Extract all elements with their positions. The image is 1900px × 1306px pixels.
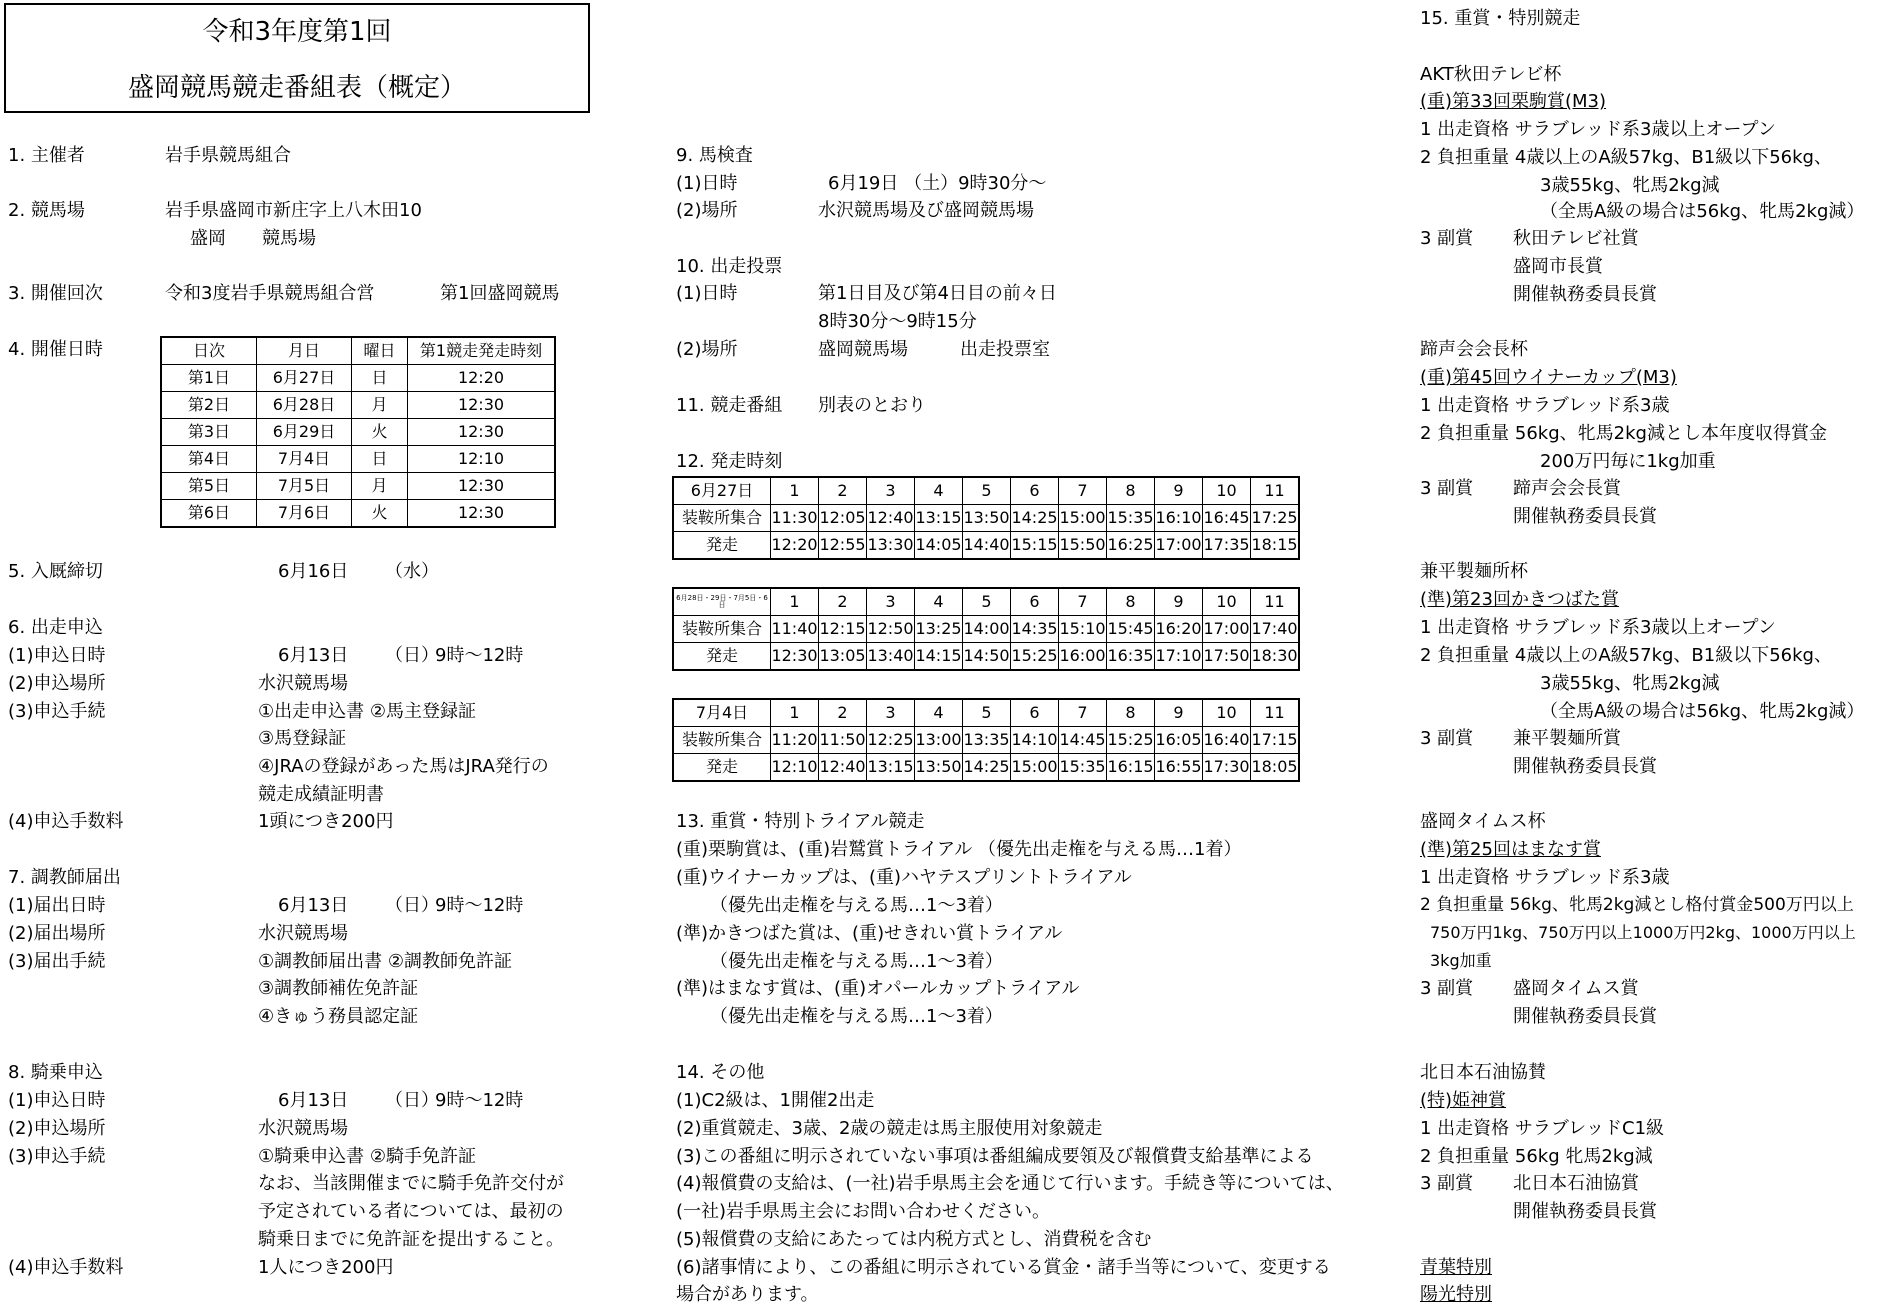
r1-prize-label: 3 副賞 (1420, 228, 1474, 249)
r1-prize3: 盛岡市長賞 (1513, 256, 1603, 277)
s10-r1-value2: 8時30分～9時15分 (818, 311, 977, 332)
race-no: 3 (867, 699, 915, 727)
cell: 日 (352, 365, 408, 392)
cell: 16:55 (1155, 754, 1203, 782)
cell: 7月5日 (257, 473, 352, 500)
cell-day: 6月28日・29日・7月5日・6日 (673, 588, 771, 616)
cell: 14:25 (963, 754, 1011, 782)
s6-r1-date: 6月13日 (278, 645, 349, 666)
cell: 12:30 (408, 419, 556, 446)
cell: 12:40 (819, 754, 867, 782)
cell: 6月29日 (257, 419, 352, 446)
cell: 12:20 (408, 365, 556, 392)
cell: 日 (352, 446, 408, 473)
cell: 14:15 (915, 643, 963, 671)
race-no: 7 (1059, 477, 1107, 505)
r2-weight1: 2 負担重量 56kg、牝馬2kg減とし本年度収得賞金 (1420, 423, 1827, 444)
s9-r2-value: 水沢競馬場及び盛岡競馬場 (818, 200, 1034, 221)
th-dow: 曜日 (352, 337, 408, 365)
r1-prize4: 開催執務委員長賞 (1513, 284, 1657, 305)
cell: 7月4日 (257, 446, 352, 473)
race-no: 7 (1059, 699, 1107, 727)
r4-prize-label: 3 副賞 (1420, 978, 1474, 999)
s8-r3-d: 騎乗日までに免許証を提出すること。 (258, 1229, 564, 1250)
s9-r2-label: (2)場所 (676, 200, 738, 221)
s3-value: 令和3度岩手県競馬組合営 (165, 283, 375, 304)
race-no: 6 (1011, 477, 1059, 505)
s14-l5: (一社)岩手県馬主会にお問い合わせください。 (676, 1201, 1051, 1222)
cell: 7月6日 (257, 500, 352, 528)
cell: 15:35 (1059, 754, 1107, 782)
s13-l7: （優先出走権を与える馬…1～3着） (710, 1006, 1003, 1027)
cell: 6月28日 (257, 392, 352, 419)
cell: 13:15 (867, 754, 915, 782)
s6-r3-b: ③馬登録証 (258, 728, 347, 749)
cell: 15:10 (1059, 616, 1107, 643)
cell: 16:10 (1155, 505, 1203, 532)
s6-r4-label: (4)申込手数料 (8, 811, 124, 832)
race-no: 2 (819, 699, 867, 727)
s3-label: 3. 開催回次 (8, 283, 103, 304)
race-no: 10 (1203, 477, 1251, 505)
s8-label: 8. 騎乗申込 (8, 1062, 103, 1083)
cell: 6月27日 (257, 365, 352, 392)
cell: 16:15 (1107, 754, 1155, 782)
cell: 13:50 (963, 505, 1011, 532)
table-row (161, 392, 555, 419)
s10-r1-value: 第1日目及び第4日目の前々日 (818, 283, 1057, 304)
s6-r1-dow: （日） (385, 645, 439, 666)
cell: 15:50 (1059, 532, 1107, 560)
r1-name: (重)第33回栗駒賞(M3) (1420, 91, 1606, 112)
r4-weight1: 2 負担重量 56kg、牝馬2kg減とし格付賞金500万円以上 (1420, 895, 1854, 915)
cell: 14:45 (1059, 727, 1107, 754)
s14-l2: (2)重賞競走、3歳、2歳の競走は馬主服使用対象競走 (676, 1118, 1103, 1139)
cell: 16:00 (1059, 643, 1107, 671)
r4-name: (準)第25回はまなす賞 (1420, 839, 1601, 860)
cell: 18:30 (1251, 643, 1300, 671)
cell: 14:05 (915, 532, 963, 560)
s10-label: 10. 出走投票 (676, 256, 783, 277)
cell: 17:40 (1251, 616, 1300, 643)
row-label-start: 発走 (673, 532, 771, 560)
s14-l6: (5)報償費の支給にあたっては内税方式とし、消費税を含む (676, 1229, 1152, 1250)
cell: 17:25 (1251, 505, 1300, 532)
s6-label: 6. 出走申込 (8, 617, 103, 638)
cell: 17:10 (1155, 643, 1203, 671)
race-no: 8 (1107, 477, 1155, 505)
cell: 第3日 (161, 419, 257, 446)
r4-prize3: 開催執務委員長賞 (1513, 1006, 1657, 1027)
row-label-gather: 装鞍所集合 (673, 727, 771, 754)
r5-prize2: 北日本石油協賞 (1513, 1173, 1639, 1194)
r4-sponsor: 盛岡タイムス杯 (1420, 811, 1546, 832)
row-label-start: 発走 (673, 754, 771, 782)
s8-r1-label: (1)申込日時 (8, 1090, 106, 1111)
s8-r1-dow: （日） (385, 1090, 439, 1111)
race-no: 1 (771, 588, 819, 616)
cell: 16:25 (1107, 532, 1155, 560)
doc-title-line2: 盛岡競馬競走番組表（概定） (127, 73, 466, 103)
table-row (161, 473, 555, 500)
r5-sponsor: 北日本石油協賛 (1420, 1062, 1546, 1083)
r5-name: (特)姫神賞 (1420, 1090, 1507, 1111)
s8-r1-date: 6月13日 (278, 1090, 349, 1111)
s7-r2-value: 水沢競馬場 (258, 923, 348, 944)
r4-weight3: 3kg加重 (1430, 951, 1492, 970)
cell: 15:25 (1107, 727, 1155, 754)
race-no: 11 (1251, 699, 1300, 727)
cell: 16:45 (1203, 505, 1251, 532)
cell: 13:40 (867, 643, 915, 671)
r4-weight2: 750万円1kg、750万円以上1000万円2kg、1000万円以上 (1430, 923, 1856, 942)
special-race-aoba: 青葉特別 (1420, 1257, 1492, 1278)
cell: 17:15 (1251, 727, 1300, 754)
cell: 11:20 (771, 727, 819, 754)
s13-l6: (準)はまなす賞は、(重)オパールカップトライアル (676, 978, 1080, 999)
r3-name: (準)第23回かきつばた賞 (1420, 589, 1619, 610)
cell: 17:35 (1203, 532, 1251, 560)
start-time-table-0704 (672, 698, 1300, 782)
race-no: 10 (1203, 699, 1251, 727)
cell-day: 6月27日 (673, 477, 771, 505)
s14-l3: (3)この番組に明示されていない事項は番組編成要領及び報償費支給基準による (676, 1146, 1314, 1167)
cell: 12:10 (408, 446, 556, 473)
s6-r1-time: 9時～12時 (435, 645, 524, 666)
cell: 18:15 (1251, 532, 1300, 560)
cell: 第4日 (161, 446, 257, 473)
cell: 14:35 (1011, 616, 1059, 643)
s1-label: 1. 主催者 (8, 145, 85, 166)
s8-r2-label: (2)申込場所 (8, 1118, 106, 1139)
th-time: 第1競走発走時刻 (408, 337, 556, 365)
cell: 17:50 (1203, 643, 1251, 671)
race-no: 6 (1011, 699, 1059, 727)
race-no: 10 (1203, 588, 1251, 616)
cell: 12:30 (771, 643, 819, 671)
cell: 18:05 (1251, 754, 1300, 782)
r3-weight3: （全馬A級の場合は56kg、牝馬2kg減） (1540, 701, 1865, 722)
r2-sponsor: 蹄声会会長杯 (1420, 339, 1528, 360)
r4-qualification: 1 出走資格 サラブレッド系3歳 (1420, 867, 1670, 888)
cell: 13:30 (867, 532, 915, 560)
start-time-table-0627 (672, 476, 1300, 560)
race-no: 8 (1107, 699, 1155, 727)
race-no: 4 (915, 588, 963, 616)
cell: 13:25 (915, 616, 963, 643)
race-no: 8 (1107, 588, 1155, 616)
r5-weight1: 2 負担重量 56kg 牝馬2kg減 (1420, 1146, 1653, 1167)
r2-prize-label: 3 副賞 (1420, 478, 1474, 499)
s7-r1-label: (1)届出日時 (8, 895, 106, 916)
cell: 12:15 (819, 616, 867, 643)
doc-title-line1: 令和3年度第1回 (202, 17, 392, 47)
race-no: 11 (1251, 477, 1300, 505)
r2-prize2: 蹄声会会長賞 (1513, 478, 1621, 499)
race-no: 4 (915, 477, 963, 505)
cell: 16:05 (1155, 727, 1203, 754)
cell: 13:00 (915, 727, 963, 754)
th-day: 日次 (161, 337, 257, 365)
s11-label: 11. 競走番組 (676, 395, 783, 416)
s14-l8: 場合があります。 (676, 1284, 819, 1305)
cell: 12:50 (867, 616, 915, 643)
cell: 月 (352, 473, 408, 500)
race-no: 7 (1059, 588, 1107, 616)
s3-value2: 第1回盛岡競馬 (440, 283, 560, 304)
s6-r4-value: 1頭につき200円 (258, 811, 394, 832)
race-no: 1 (771, 699, 819, 727)
cell: 11:40 (771, 616, 819, 643)
s8-r2-value: 水沢競馬場 (258, 1118, 348, 1139)
s11-value: 別表のとおり (818, 395, 926, 416)
s10-r1-label: (1)日時 (676, 283, 738, 304)
r5-prize3: 開催執務委員長賞 (1513, 1201, 1657, 1222)
s13-l3: （優先出走権を与える馬…1～3着） (710, 895, 1003, 916)
row-label-gather: 装鞍所集合 (673, 505, 771, 532)
s5-dow: （水） (385, 561, 439, 582)
s9-r1-label: (1)日時 (676, 173, 738, 194)
race-no: 9 (1155, 699, 1203, 727)
r4-prize2: 盛岡タイムス賞 (1513, 978, 1639, 999)
s5-label: 5. 入厩締切 (8, 561, 103, 582)
cell-day: 7月4日 (673, 699, 771, 727)
cell: 15:00 (1011, 754, 1059, 782)
race-no: 1 (771, 477, 819, 505)
cell: 第1日 (161, 365, 257, 392)
s13-l5: （優先出走権を与える馬…1～3着） (710, 951, 1003, 972)
cell: 第5日 (161, 473, 257, 500)
s8-r3-label: (3)申込手続 (8, 1146, 106, 1167)
special-race-yoko: 陽光特別 (1420, 1284, 1492, 1305)
cell: 11:30 (771, 505, 819, 532)
s7-r3-b: ③調教師補佐免許証 (258, 978, 419, 999)
cell: 火 (352, 500, 408, 528)
cell: 15:35 (1107, 505, 1155, 532)
s6-r1-label: (1)申込日時 (8, 645, 106, 666)
r2-weight2: 200万円毎に1kg加重 (1540, 451, 1716, 472)
cell: 14:50 (963, 643, 1011, 671)
cell: 15:15 (1011, 532, 1059, 560)
table-row (161, 500, 555, 528)
s2-value1: 岩手県盛岡市新庄字上八木田10 (165, 200, 422, 221)
s10-r2-value2: 出走投票室 (960, 339, 1050, 360)
race-no: 3 (867, 477, 915, 505)
schedule-table (160, 336, 556, 528)
r1-weight3: （全馬A級の場合は56kg、牝馬2kg減） (1540, 201, 1865, 222)
s14-l7: (6)諸事情により、この番組に明示されている賞金・諸手当等について、変更する (676, 1257, 1331, 1278)
s7-r1-date: 6月13日 (278, 895, 349, 916)
s6-r3-d: 競走成績証明書 (258, 784, 384, 805)
cell: 13:35 (963, 727, 1011, 754)
table-row (161, 446, 555, 473)
title-box (4, 3, 590, 113)
s8-r1-time: 9時～12時 (435, 1090, 524, 1111)
race-no: 9 (1155, 588, 1203, 616)
s12-label: 12. 発走時刻 (676, 451, 783, 472)
row-label-start: 発走 (673, 643, 771, 671)
cell: 16:40 (1203, 727, 1251, 754)
table-row (161, 419, 555, 446)
s2-label: 2. 競馬場 (8, 200, 85, 221)
race-no: 2 (819, 477, 867, 505)
s7-r3-label: (3)届出手続 (8, 951, 106, 972)
s7-r3-a: ①調教師届出書 ②調教師免許証 (258, 951, 512, 972)
cell: 12:55 (819, 532, 867, 560)
cell: 16:35 (1107, 643, 1155, 671)
r3-prize-label: 3 副賞 (1420, 728, 1474, 749)
cell: 12:25 (867, 727, 915, 754)
race-no: 5 (963, 588, 1011, 616)
cell: 12:40 (867, 505, 915, 532)
r5-prize-label: 3 副賞 (1420, 1173, 1474, 1194)
cell: 12:10 (771, 754, 819, 782)
race-no: 11 (1251, 588, 1300, 616)
cell: 14:40 (963, 532, 1011, 560)
r1-prize2: 秋田テレビ社賞 (1513, 228, 1639, 249)
cell: 12:20 (771, 532, 819, 560)
race-no: 4 (915, 699, 963, 727)
r3-qualification: 1 出走資格 サラブレッド系3歳以上オープン (1420, 617, 1776, 638)
s5-date: 6月16日 (278, 561, 349, 582)
s9-r1-value: 6月19日 （土）9時30分～ (828, 173, 1047, 194)
s4-label: 4. 開催日時 (8, 339, 103, 360)
race-no: 5 (963, 699, 1011, 727)
cell: 12:05 (819, 505, 867, 532)
s7-r1-dow: （日） (385, 895, 439, 916)
s6-r3-a: ①出走申込書 ②馬主登録証 (258, 701, 476, 722)
r1-weight2: 3歳55kg、牝馬2kg減 (1540, 175, 1720, 196)
s13-l2: (重)ウイナーカップは、(重)ハヤテスプリントトライアル (676, 867, 1132, 888)
cell: 第2日 (161, 392, 257, 419)
cell: 14:25 (1011, 505, 1059, 532)
r3-prize3: 開催執務委員長賞 (1513, 756, 1657, 777)
r2-prize3: 開催執務委員長賞 (1513, 506, 1657, 527)
cell: 13:50 (915, 754, 963, 782)
r3-sponsor: 兼平製麺所杯 (1420, 561, 1528, 582)
cell: 月 (352, 392, 408, 419)
cell: 15:25 (1011, 643, 1059, 671)
cell: 17:00 (1155, 532, 1203, 560)
cell: 第6日 (161, 500, 257, 528)
s8-r4-value: 1人につき200円 (258, 1257, 394, 1278)
r5-qualification: 1 出走資格 サラブレッドC1級 (1420, 1118, 1665, 1139)
r3-prize2: 兼平製麺所賞 (1513, 728, 1621, 749)
race-no: 5 (963, 477, 1011, 505)
r3-weight1: 2 負担重量 4歳以上のA級57kg、B1級以下56kg、 (1420, 645, 1832, 666)
race-no: 2 (819, 588, 867, 616)
s13-l1: (重)栗駒賞は、(重)岩鷲賞トライアル （優先出走権を与える馬…1着） (676, 839, 1242, 860)
s7-r1-time: 9時～12時 (435, 895, 524, 916)
row-label-gather: 装鞍所集合 (673, 616, 771, 643)
s8-r4-label: (4)申込手数料 (8, 1257, 124, 1278)
race-no: 3 (867, 588, 915, 616)
race-no: 6 (1011, 588, 1059, 616)
start-time-table-0628 (672, 587, 1300, 671)
s15-label: 15. 重賞・特別競走 (1420, 8, 1581, 29)
s14-label: 14. その他 (676, 1062, 765, 1083)
race-no: 9 (1155, 477, 1203, 505)
cell: 12:30 (408, 473, 556, 500)
s10-r2-value: 盛岡競馬場 (818, 339, 908, 360)
s9-label: 9. 馬検査 (676, 145, 753, 166)
cell: 17:00 (1203, 616, 1251, 643)
cell: 火 (352, 419, 408, 446)
table-row (161, 365, 555, 392)
cell: 12:30 (408, 500, 556, 528)
s1-value: 岩手県競馬組合 (165, 145, 291, 166)
s6-r2-label: (2)申込場所 (8, 673, 106, 694)
s8-r3-a: ①騎乗申込書 ②騎手免許証 (258, 1146, 476, 1167)
cell: 14:00 (963, 616, 1011, 643)
s6-r3-c: ④JRAの登録があった馬はJRA発行の (258, 756, 549, 777)
s13-l4: (準)かきつばた賞は、(重)せきれい賞トライアル (676, 923, 1063, 944)
s2-value2: 盛岡 競馬場 (190, 228, 316, 249)
r2-qualification: 1 出走資格 サラブレッド系3歳 (1420, 395, 1670, 416)
s7-r3-c: ④きゅう務員認定証 (258, 1006, 419, 1027)
r1-qualification: 1 出走資格 サラブレッド系3歳以上オープン (1420, 119, 1776, 140)
cell: 11:50 (819, 727, 867, 754)
s14-l4: (4)報償費の支給は、(一社)岩手県馬主会を通じて行います。手続き等については、 (676, 1173, 1344, 1194)
cell: 13:15 (915, 505, 963, 532)
cell: 12:30 (408, 392, 556, 419)
s7-r2-label: (2)届出場所 (8, 923, 106, 944)
s8-r3-b: なお、当該開催までに騎手免許交付が (258, 1173, 564, 1194)
cell: 14:10 (1011, 727, 1059, 754)
s10-r2-label: (2)場所 (676, 339, 738, 360)
th-date: 月日 (257, 337, 352, 365)
s6-r2-value: 水沢競馬場 (258, 673, 348, 694)
s6-r3-label: (3)申込手続 (8, 701, 106, 722)
r1-sponsor: AKT秋田テレビ杯 (1420, 64, 1562, 85)
r3-weight2: 3歳55kg、牝馬2kg減 (1540, 673, 1720, 694)
r1-weight1: 2 負担重量 4歳以上のA級57kg、B1級以下56kg、 (1420, 147, 1832, 168)
cell: 15:00 (1059, 505, 1107, 532)
cell: 17:30 (1203, 754, 1251, 782)
s7-label: 7. 調教師届出 (8, 867, 121, 888)
s14-l1: (1)C2級は、1開催2出走 (676, 1090, 875, 1111)
cell: 15:45 (1107, 616, 1155, 643)
s8-r3-c: 予定されている者については、最初の (258, 1201, 564, 1222)
s13-label: 13. 重賞・特別トライアル競走 (676, 811, 925, 832)
cell: 13:05 (819, 643, 867, 671)
cell: 16:20 (1155, 616, 1203, 643)
r2-name: (重)第45回ウイナーカップ(M3) (1420, 367, 1677, 388)
